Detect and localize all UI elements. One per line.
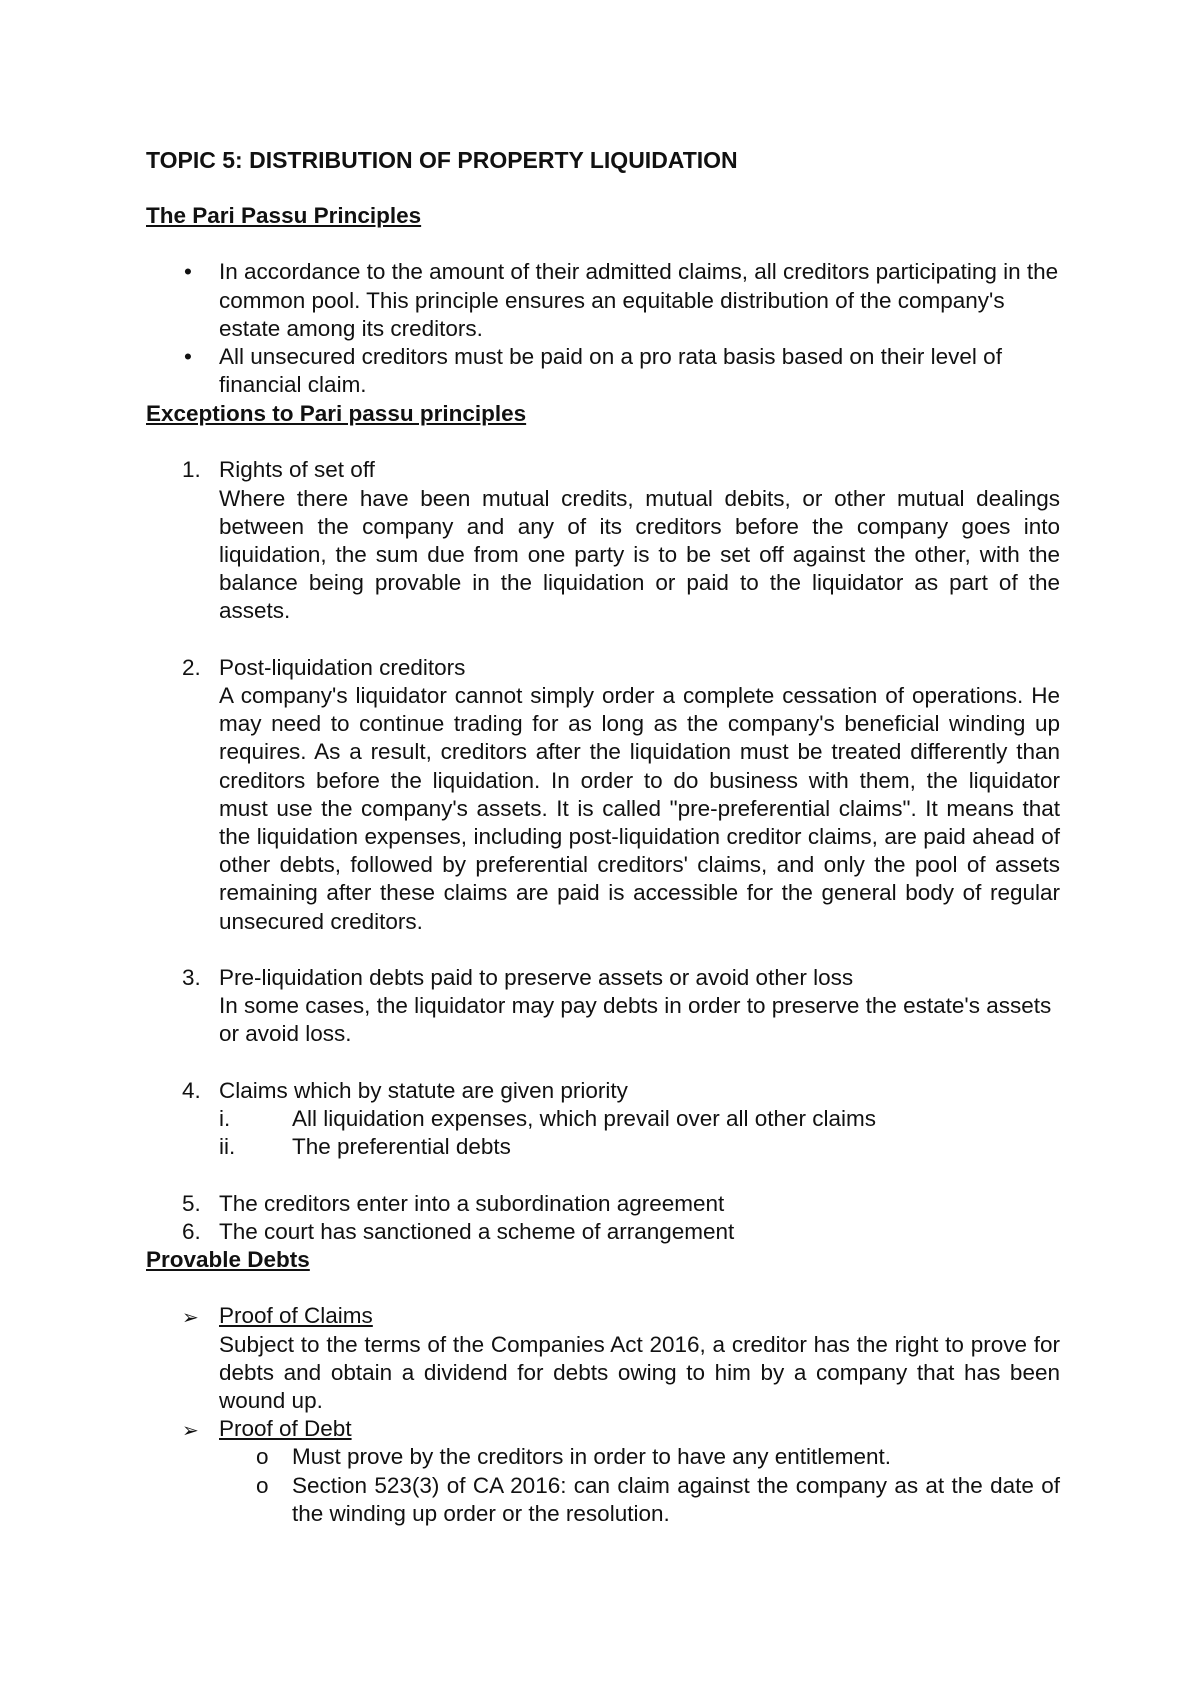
item-title: Proof of Claims [219, 1303, 373, 1329]
item-number: 4. [182, 1077, 201, 1103]
sub-item [146, 1133, 1060, 1161]
exception-item-4 [146, 1077, 1060, 1105]
list-item [146, 258, 1060, 343]
item-number: 6. [182, 1218, 201, 1244]
pari-passu-heading: The Pari Passu Principles [146, 203, 422, 228]
circle-bullet-icon: o [256, 1472, 269, 1498]
exception-item-2 [146, 654, 1060, 936]
sub-item-text: The preferential debts [292, 1134, 511, 1160]
sub-item-number: i. [219, 1106, 231, 1132]
arrow-bullet-icon: ➢ [182, 1418, 199, 1443]
exception-item-1 [146, 456, 1060, 625]
item-body: In some cases, the liquidator may pay debts in order to preserve the estate's assets or avoid loss. [219, 993, 1052, 1047]
document-title: TOPIC 5: DISTRIBUTION OF PROPERTY LIQUIDATION [146, 147, 738, 173]
item-title: The creditors enter into a subordination agreement [219, 1190, 725, 1216]
item-number: 2. [182, 654, 201, 680]
item-title: Pre-liquidation debts paid to preserve assets or avoid other loss [219, 965, 854, 991]
item-title: Rights of set off [219, 457, 375, 483]
exception-item-3 [146, 964, 1060, 1049]
sub-item-text: All liquidation expenses, which prevail over all other claims [292, 1106, 877, 1132]
provable-item-1 [146, 1302, 1060, 1415]
item-number: 1. [182, 457, 201, 483]
exception-item-6 [146, 1218, 1060, 1246]
pari-passu-section [146, 202, 1060, 399]
item-title: Claims which by statute are given priority [219, 1077, 628, 1103]
sub-item-number: ii. [219, 1134, 236, 1160]
circle-bullet-icon: o [256, 1444, 269, 1470]
bullet-marker: • [184, 259, 192, 285]
exceptions-section [146, 400, 1060, 1528]
exceptions-heading: Exceptions to Pari passu principles [146, 401, 527, 426]
bullet-marker: • [184, 344, 192, 369]
sub-item [146, 1105, 1060, 1133]
item-title: Post-liquidation creditors [219, 654, 466, 680]
provable-item-2 [146, 1415, 1060, 1443]
arrow-bullet-icon: ➢ [182, 1305, 199, 1330]
item-body: Subject to the terms of the Companies Act 2016, a creditor has the right to prove for debts and obtain a dividend for debts owing to him by a company that has been wound up. [219, 1331, 1060, 1414]
item-number: 5. [182, 1190, 201, 1216]
list-item [146, 343, 1060, 399]
provable-debts-heading: Provable Debts [146, 1247, 310, 1273]
sub-item-text: Must prove by the creditors in order to have any entitlement. [292, 1444, 892, 1470]
item-body: A company's liquidator cannot simply order a complete cessation of operations. He may need to continue trading for as long as the company's beneficial winding up requires. As a result, creditors after the liquidation must be treated differently than creditors before the liquidation. In order to do business with them, the liquidator must use the company's assets. It is called "pre-preferential claims". It means that the liquidation expenses, including post-liquidation creditor claims, are paid ahead of other debts, followed by preferential creditors' claims, and only the pool of assets remaining after these claims are paid is accessible for the general body of regular unsecured creditors. [219, 683, 1060, 934]
item-title: Proof of Debt [219, 1416, 352, 1442]
sub-item [146, 1443, 1060, 1471]
sub-item-text: Section 523(3) of CA 2016: can claim against the company as at the date of the winding up order or the resolution. [292, 1472, 1060, 1526]
bullet-text: In accordance to the amount of their admitted claims, all creditors participating in the common pool. This principle ensures an equitable distribution of the company's estate among its creditors. [219, 259, 1059, 341]
exception-item-5 [146, 1190, 1060, 1218]
sub-item [146, 1472, 1060, 1528]
item-body: Where there have been mutual credits, mutual debits, or other mutual dealings between the company and any of its creditors before the company goes into liquidation, the sum due from one party is to be set off against the other, with the balance being provable in the liquidation or paid to the liquidator as part of the assets. [219, 485, 1060, 624]
item-number: 3. [182, 965, 201, 991]
item-title: The court has sanctioned a scheme of arrangement [219, 1218, 735, 1244]
bullet-text: All unsecured creditors must be paid on a pro rata basis based on their level of financial claim. [219, 344, 1002, 398]
